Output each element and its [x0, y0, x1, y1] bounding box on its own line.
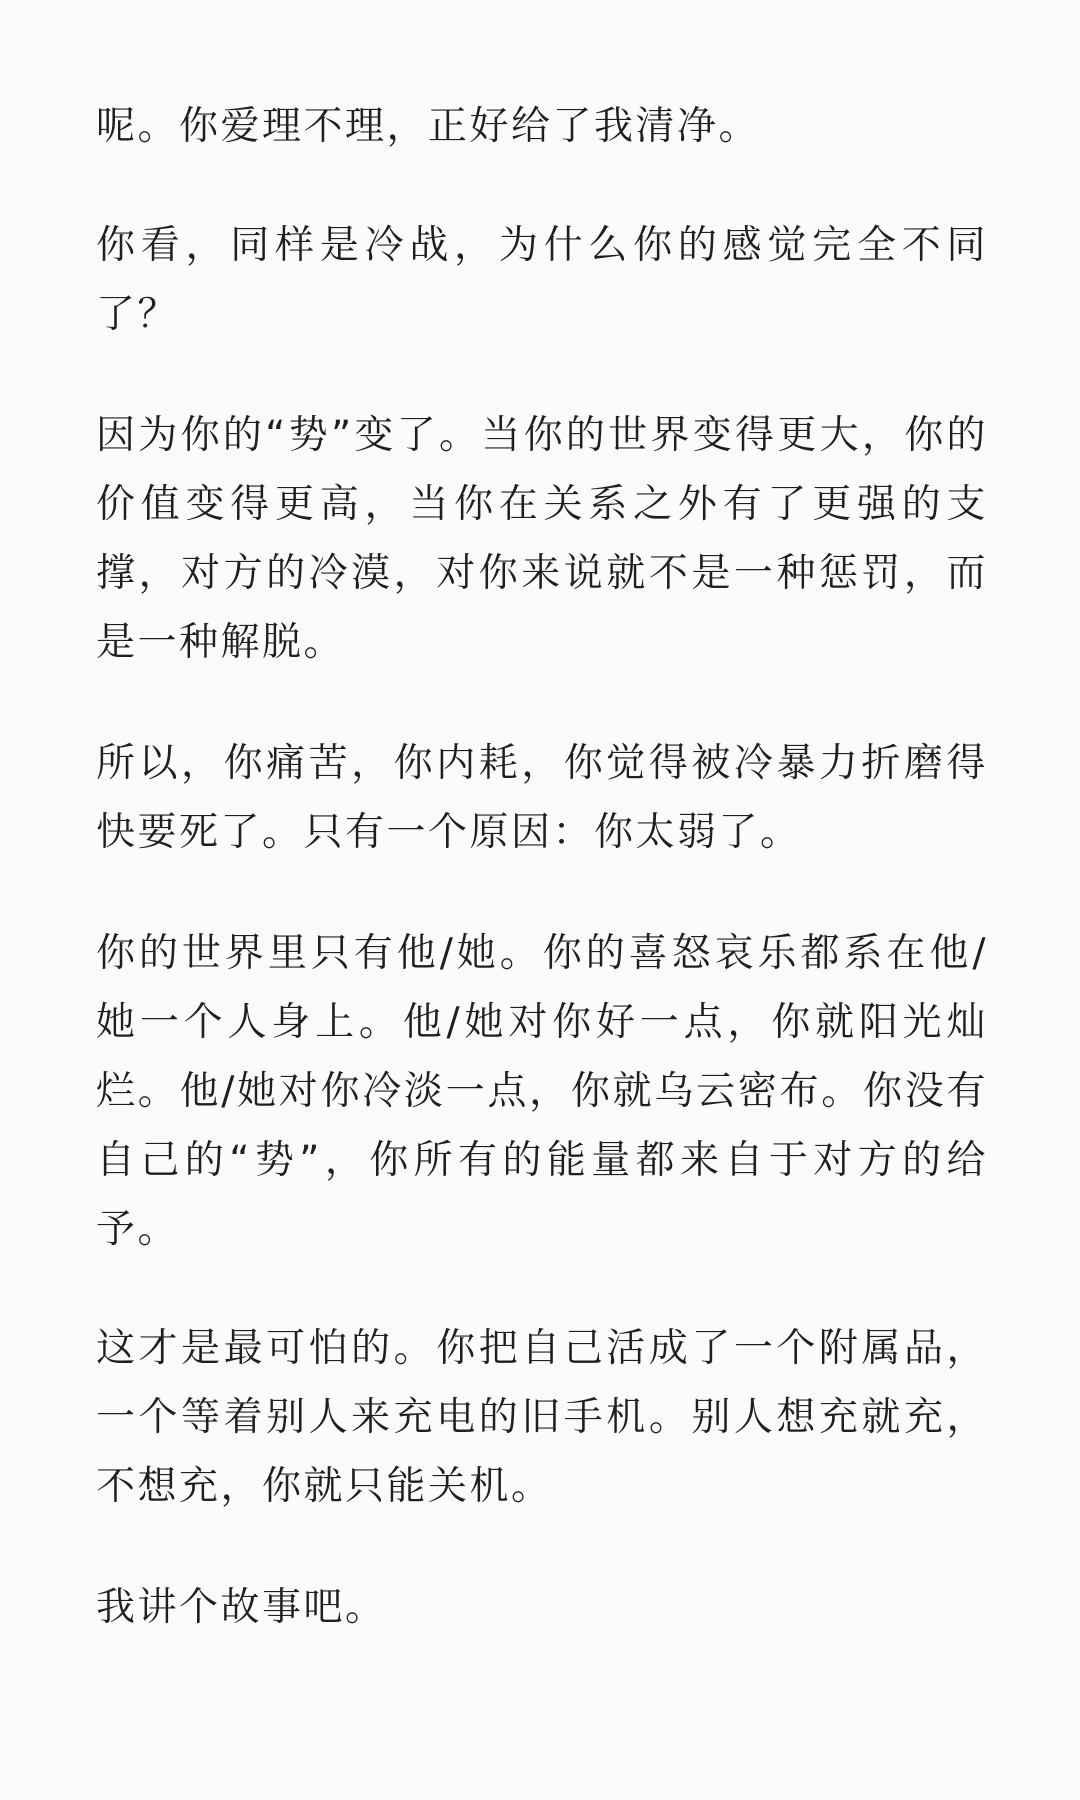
paragraph-3: 因为你的“势”变了。当你的世界变得更大，你的价值变得更高，当你在关系之外有了更强的支撑，对方的冷漠，对你来说就不是一种惩罚，而是一种解脱。: [96, 413, 988, 665]
paragraph-6: 这才是最可怕的。你把自己活成了一个附属品，一个等着别人来充电的旧手机。别人想充就充，不想充，你就只能关机。: [96, 1326, 988, 1509]
paragraph-4: 所以，你痛苦，你内耗，你觉得被冷暴力折磨得快要死了。只有一个原因：你太弱了。: [96, 741, 988, 855]
paragraph-1: 呢。你爱理不理，正好给了我清净。: [96, 104, 761, 149]
paragraph-2: 你看，同样是冷战，为什么你的感觉完全不同了？: [96, 223, 988, 337]
paragraph-7: 我讲个故事吧。: [96, 1585, 387, 1630]
paragraph-5: 你的世界里只有他/她。你的喜怒哀乐都系在他/她一个人身上。他/她对你好一点，你就阳光灿烂。他/她对你冷淡一点，你就乌云密布。你没有自己的“势”，你所有的能量都来自于对方的给予。: [96, 931, 988, 1252]
article-body: [96, 92, 988, 1642]
